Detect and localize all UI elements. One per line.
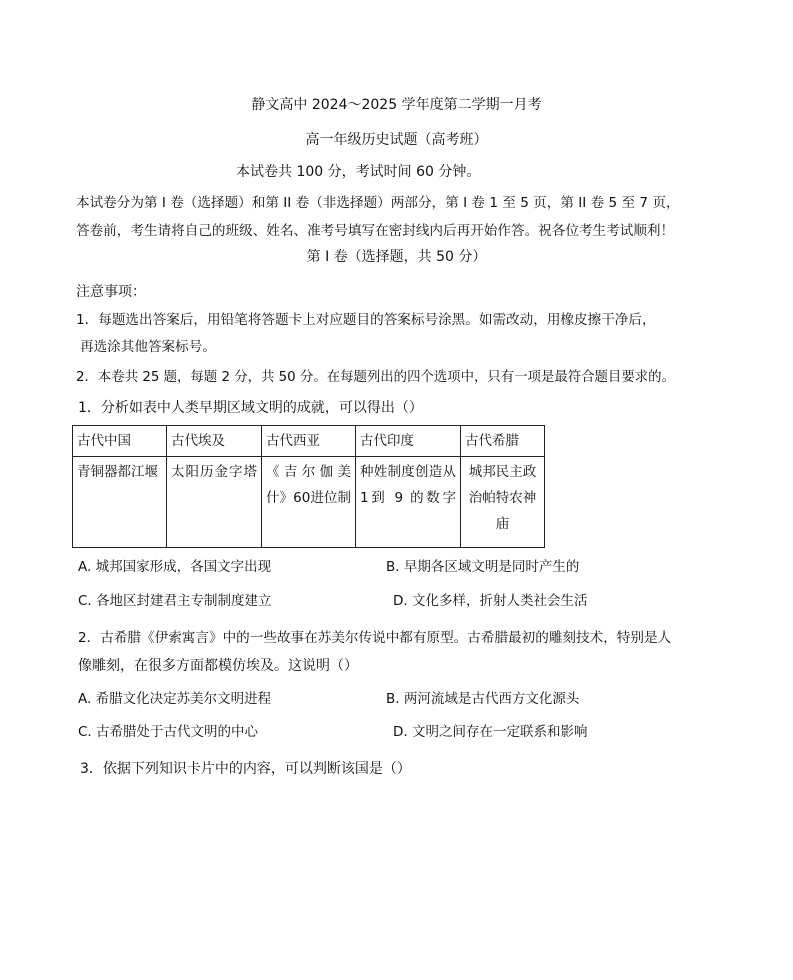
notes-label: 注意事项： (76, 284, 146, 300)
q1-table-header: 古代西亚 (262, 426, 356, 457)
q1-option-d: D. 文化多样，折射人类社会生活 (393, 593, 588, 609)
q1-table-header: 古代希腊 (461, 426, 545, 457)
q2-option-d: D. 文明之间存在一定联系和影响 (393, 724, 588, 740)
q1-table-header: 古代埃及 (167, 426, 262, 457)
note-1-line-2: 再选涂其他答案标号。 (80, 339, 216, 355)
q1-table-cell: 《吉尔伽美什》60进位制 (262, 457, 356, 548)
q1-table-row (73, 457, 545, 548)
intro-line-1: 本试卷分为第 I 卷（选择题）和第 II 卷（非选择题）两部分，第 I 卷 1 至 5 页，第 II 卷 5 至 7 页， (76, 195, 680, 211)
q2-stem-line-2: 像雕刻，在很多方面都模仿埃及。这说明（） (78, 658, 358, 674)
q2-stem-line-1: 2．古希腊《伊索寓言》中的一些故事在苏美尔传说中都有原型。古希腊最初的雕刻技术，特别是人 (78, 630, 672, 646)
q1-table-header: 古代中国 (73, 426, 167, 457)
q1-table-header: 古代印度 (356, 426, 461, 457)
q2-option-a: A. 希腊文化决定苏美尔文明进程 (78, 691, 272, 707)
q1-table-header-row (73, 426, 545, 457)
q1-option-c: C. 各地区封建君主专制制度建立 (78, 593, 272, 609)
intro-line-2: 答卷前，考生请将自己的班级、姓名、准考号填写在密封线内后再开始作答。祝各位考生考试顺利！ (76, 223, 675, 239)
part1-title: 第 I 卷（选择题，共 50 分） (306, 249, 487, 265)
q1-table-cell: 青铜器都江堰 (73, 457, 167, 548)
q3-stem: 3．依据下列知识卡片中的内容，可以判断该国是（） (80, 761, 411, 777)
q1-option-b: B. 早期各区域文明是同时产生的 (386, 559, 580, 575)
note-2: 2．本卷共 25 题，每题 2 分，共 50 分。在每题列出的四个选项中，只有一项是最符合题目要求的。 (76, 370, 675, 385)
q1-stem: 1．分析如表中人类早期区域文明的成就，可以得出（） (78, 400, 423, 416)
q2-option-c: C. 古希腊处于古代文明的中心 (78, 724, 259, 740)
note-1-line-1: 1．每题选出答案后，用铅笔将答题卡上对应题目的答案标号涂黑。如需改动，用橡皮擦干净后， (76, 312, 656, 328)
q2-option-b: B. 两河流域是古代西方文化源头 (386, 691, 580, 707)
q1-table-cell: 太阳历金字塔 (167, 457, 262, 548)
exam-title: 静文高中 2024～2025 学年度第二学期一月考 (251, 97, 542, 113)
q1-table (72, 425, 545, 548)
q1-option-a: A. 城邦国家形成，各国文字出现 (78, 559, 272, 575)
q1-table-cell: 城邦民主政治帕特农神庙 (461, 457, 545, 548)
q1-table-cell: 种姓制度创造从 1到 9 的数字 (356, 457, 461, 548)
exam-subtitle: 高一年级历史试题（高考班） (305, 132, 488, 148)
exam-info: 本试卷共 100 分，考试时间 60 分钟。 (236, 164, 481, 180)
